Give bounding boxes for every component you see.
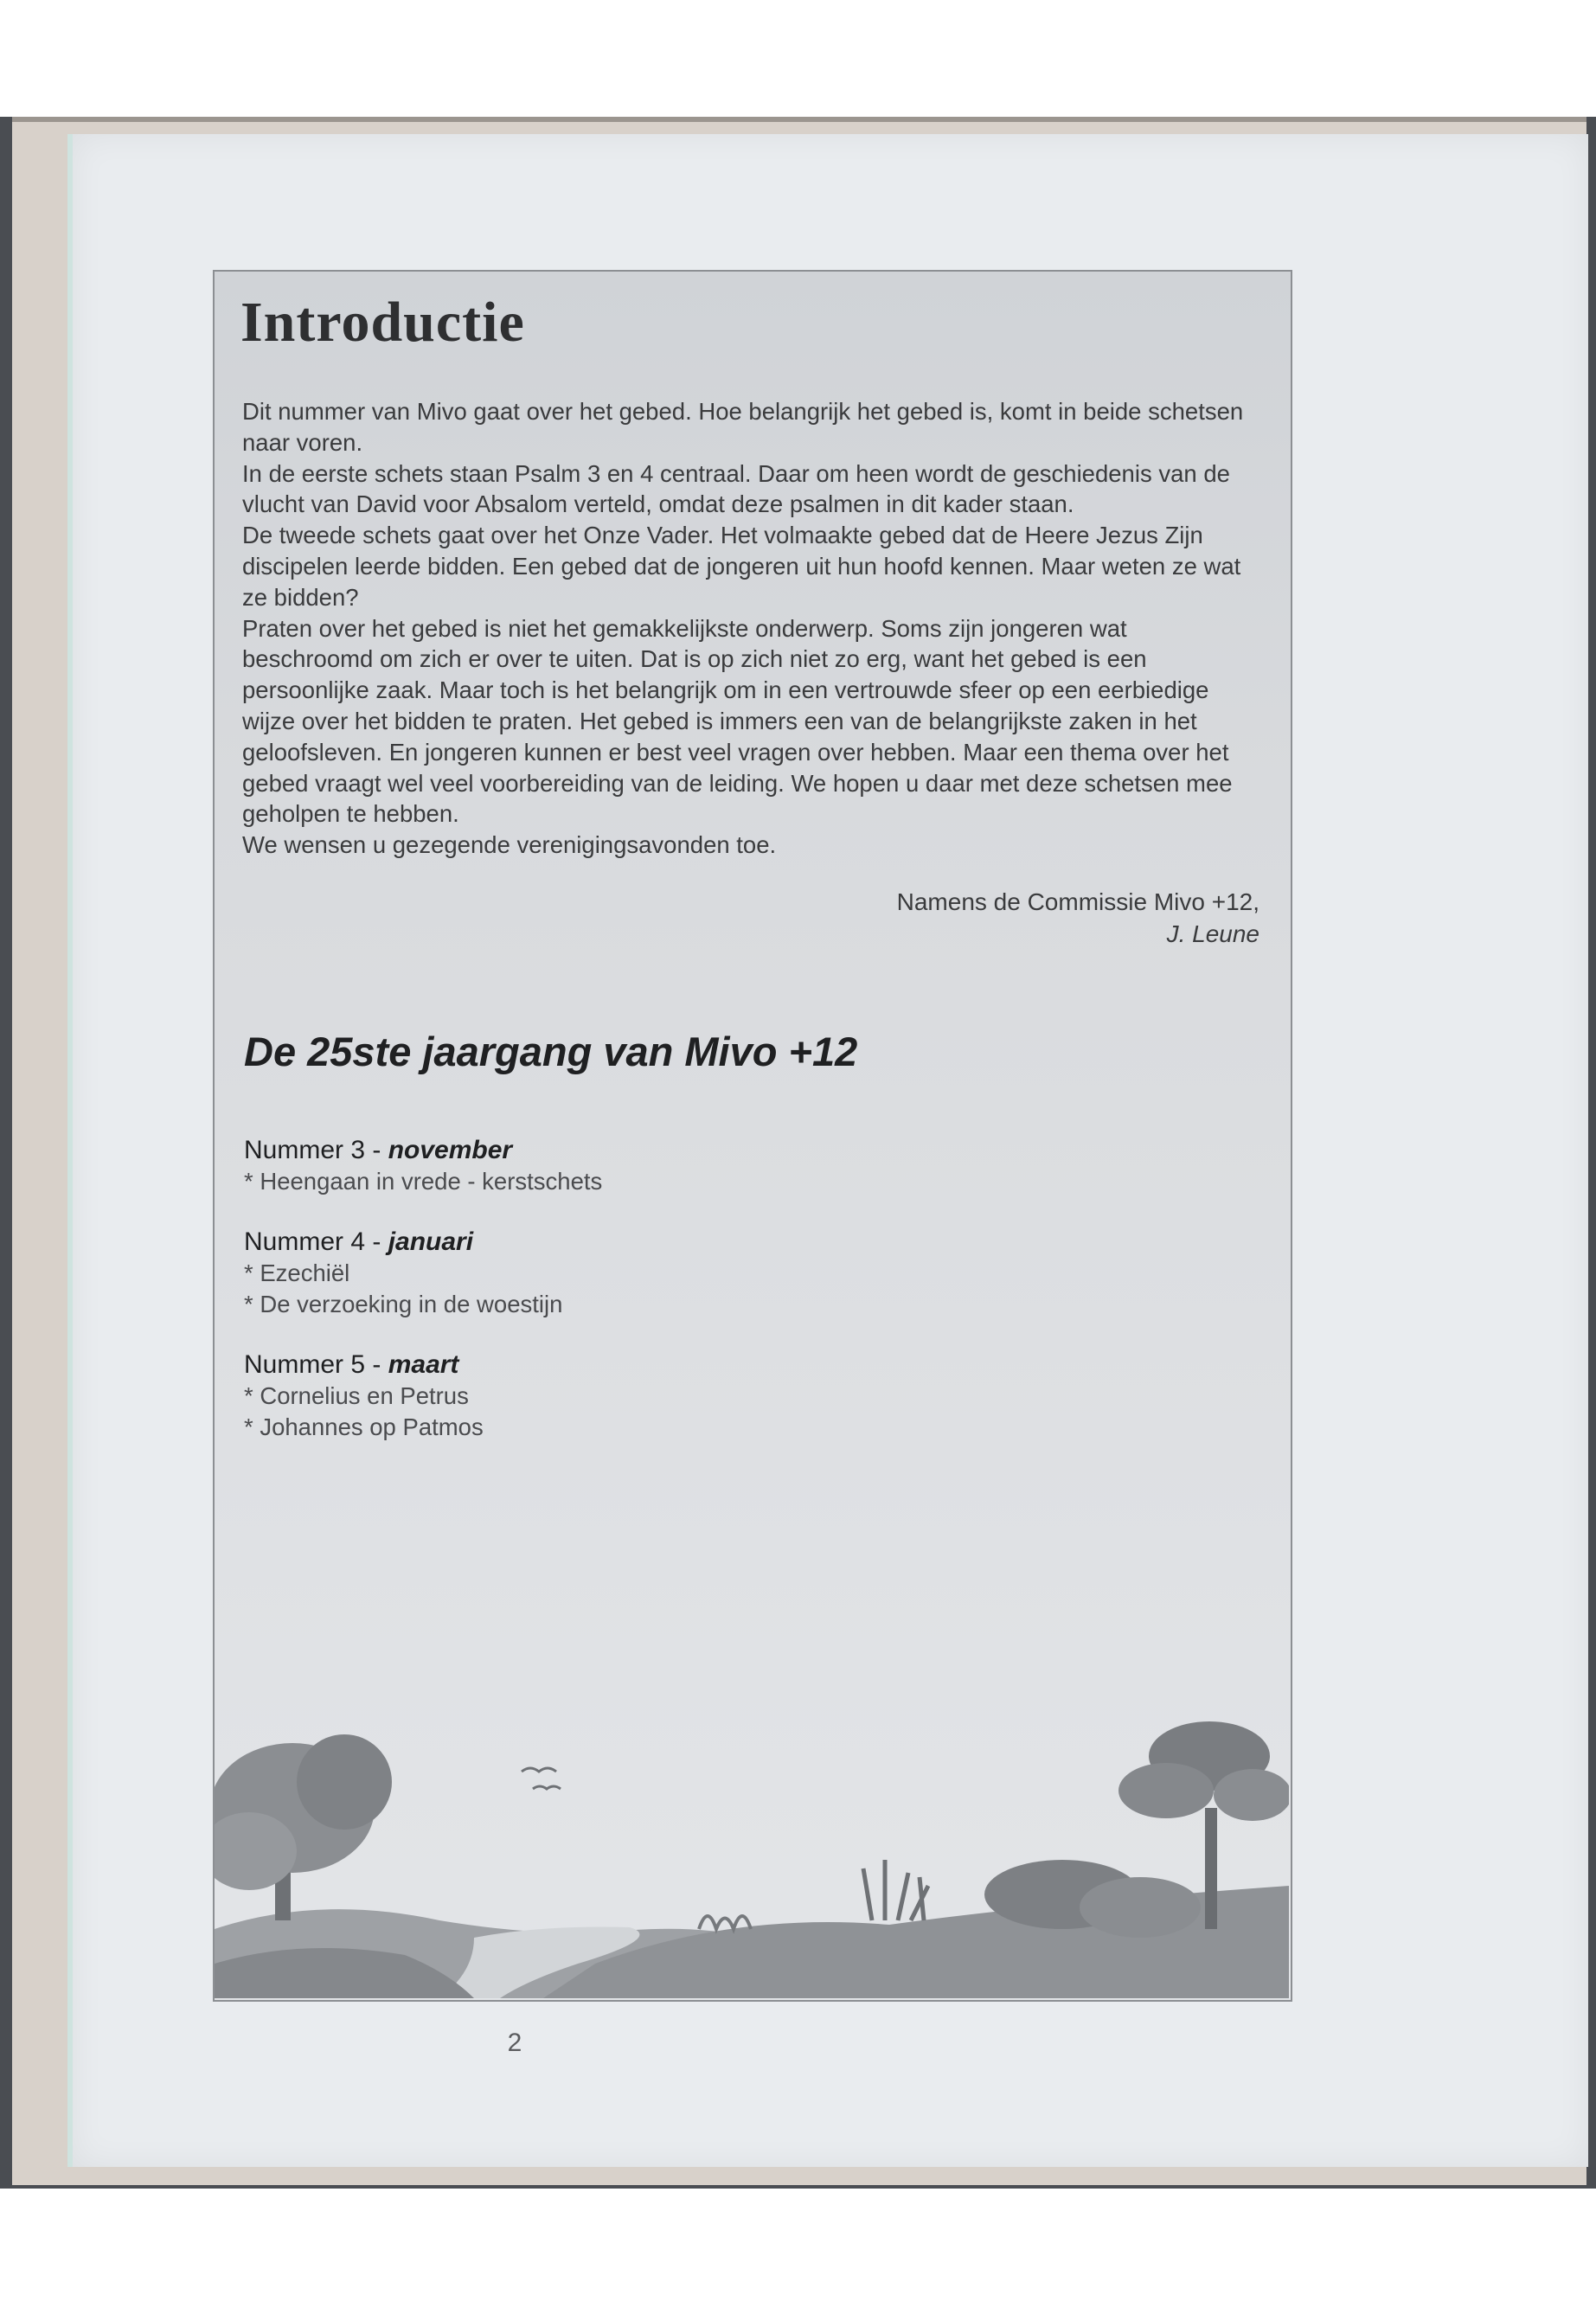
issue-item: * Johannes op Patmos — [244, 1413, 484, 1440]
landscape-illustration — [215, 1678, 1289, 1998]
issue-heading: Nummer 3 - november — [244, 1136, 513, 1164]
issue-number: Nummer 5 — [244, 1350, 366, 1379]
intro-paragraph: In de eerste schets staan Psalm 3 en 4 centraal. Daar om heen wordt de geschiedenis van de vlucht van David voor Absalom verteld, omdat deze psalmen in dit kader staan. — [242, 459, 1230, 518]
issue-block — [244, 1135, 1022, 1197]
intro-paragraph: Dit nummer van Mivo gaat over het gebed. Hoe belangrijk het gebed is, komt in beide schetsen naar voren. — [242, 398, 1244, 456]
issue-month: november — [388, 1136, 513, 1164]
bird-icon — [533, 1786, 561, 1789]
issue-item: * Ezechiël — [244, 1259, 350, 1286]
issue-month: januari — [388, 1227, 474, 1256]
issue-item: * De verzoeking in de woestijn — [244, 1291, 563, 1317]
bird-icon — [522, 1768, 556, 1772]
tree-right-crown — [1118, 1763, 1214, 1818]
signature-block — [779, 886, 1259, 950]
grass — [699, 1916, 751, 1929]
bush — [1080, 1877, 1201, 1938]
intro-paragraph: We wensen u gezegende verenigingsavonden toe. — [242, 831, 777, 859]
intro-paragraph: De tweede schets gaat over het Onze Vader. Het volmaakte gebed dat de Heere Jezus Zijn discipelen leerde bidden. Een gebed dat de jongeren uit hun hoofd kennen. Maar weten ze wat ze bidden? — [242, 522, 1241, 611]
signature-name: J. Leune — [1166, 920, 1259, 947]
reeds — [863, 1860, 928, 1920]
issue-month: maart — [388, 1350, 459, 1379]
tree-right-crown — [1214, 1769, 1289, 1821]
page-title: Introductie — [240, 291, 525, 354]
issue-heading: Nummer 4 - januari — [244, 1227, 474, 1256]
issue-block — [244, 1227, 1022, 1320]
issue-list — [244, 1135, 1022, 1472]
tree-left-crown — [297, 1734, 392, 1830]
tree-right-trunk — [1205, 1808, 1217, 1929]
issue-item: * Cornelius en Petrus — [244, 1382, 469, 1409]
issue-number: Nummer 4 — [244, 1227, 366, 1256]
issue-number: Nummer 3 — [244, 1136, 366, 1164]
signature-line: Namens de Commissie Mivo +12, — [896, 888, 1259, 915]
issue-heading: Nummer 5 - maart — [244, 1350, 459, 1379]
issue-block — [244, 1349, 1022, 1443]
intro-paragraph: Praten over het gebed is niet het gemakkelijkste onderwerp. Soms zijn jongeren wat beschroomd om zich er over te uiten. Dat is op zich niet zo erg, want het gebed is een persoonlijke zaak. Maar toch is het belangrijk om in een vertrouwde sfeer op een eerbiedige wijze over het bidden te praten. Het gebed is immers een van de belangrijkste zaken in het geloofsleven. En jongeren kunnen er best veel vragen over hebben. Maar een thema over het gebed vraagt wel veel voorbereiding van de leiding. We hopen u daar met deze schetsen mee geholpen te hebben. — [242, 614, 1233, 828]
volume-heading: De 25ste jaargang van Mivo +12 — [244, 1029, 858, 1074]
intro-text — [242, 396, 1263, 861]
page-number: 2 — [507, 2029, 522, 2057]
issue-item: * Heengaan in vrede - kerstschets — [244, 1168, 603, 1195]
